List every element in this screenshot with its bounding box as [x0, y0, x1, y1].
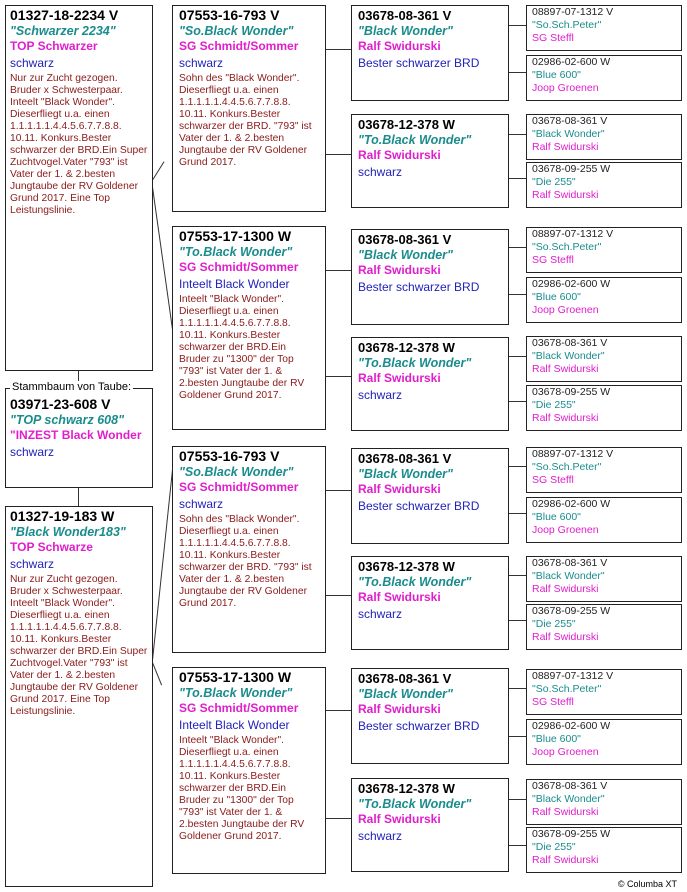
connector-line	[508, 294, 526, 295]
pedigree-notes: Inteelt "Black Wonder". Dieserfliegt u.a. einen 1.1.1.1.1.4.4.5.6.7.7.8.8. 10.11. Konkurs.Bester schwarzer der BRD.Ein Bruder zu "1300" der Top "793" ist Vater der 1. & 2.besten Jungtaube der RV Goldener Grund 2017.	[179, 734, 305, 843]
pigeon-name: "Blue 600"	[532, 290, 581, 303]
connector-line	[508, 401, 526, 402]
copyright-text: © Columba XT	[617, 879, 677, 889]
connector-line	[508, 134, 526, 135]
gen4-card[interactable]	[526, 227, 682, 273]
connector-line	[325, 376, 351, 377]
owner: Ralf Swidurski	[358, 148, 441, 163]
owner: SG Steffl	[532, 31, 574, 44]
owner: Ralf Swidurski	[532, 188, 599, 201]
ring-number: 02986-02-600 W	[532, 56, 611, 68]
connector-line	[508, 247, 526, 248]
pigeon-name: "Blue 600"	[532, 732, 581, 745]
great-grandparent-card[interactable]	[351, 114, 509, 208]
owner: SG Steffl	[532, 253, 574, 266]
pigeon-name: "Die 255"	[532, 840, 576, 853]
ring-number: 03678-08-361 V	[358, 232, 452, 247]
great-grandparent-card[interactable]	[351, 556, 509, 650]
ring-number: 08897-07-1312 V	[532, 228, 614, 240]
ring-number: 03678-08-361 V	[358, 451, 452, 466]
gen4-card[interactable]	[526, 556, 682, 602]
connector-line	[508, 575, 526, 576]
pigeon-name: "To.Black Wonder"	[358, 355, 472, 370]
owner: Ralf Swidurski	[358, 482, 441, 497]
connector-line	[325, 270, 351, 271]
pigeon-name: "TOP schwarz 608"	[10, 412, 124, 427]
pigeon-name: "So.Black Wonder"	[179, 23, 294, 38]
ring-number: 07553-16-793 V	[179, 448, 280, 464]
gen4-card[interactable]	[526, 385, 682, 431]
owner: Ralf Swidurski	[358, 702, 441, 717]
pigeon-color: schwarz	[358, 606, 403, 621]
grandparent-card[interactable]	[172, 5, 326, 212]
gen4-card[interactable]	[526, 114, 682, 160]
ring-number: 08897-07-1312 V	[532, 6, 614, 18]
ring-number: 03678-09-255 W	[532, 386, 611, 398]
connector-line	[325, 710, 351, 711]
ring-number: 02986-02-600 W	[532, 498, 611, 510]
owner: Ralf Swidurski	[358, 590, 441, 605]
gen4-card[interactable]	[526, 779, 682, 825]
ring-number: 03678-08-361 V	[532, 557, 608, 569]
pigeon-name: "Black Wonder"	[532, 569, 605, 582]
gen4-card[interactable]	[526, 5, 682, 51]
ring-number: 01327-19-183 W	[10, 508, 115, 524]
pigeon-color: Inteelt Black Wonder	[179, 717, 290, 732]
connector-line	[508, 513, 526, 514]
connector-line	[508, 845, 526, 846]
owner: Ralf Swidurski	[532, 853, 599, 866]
owner: SG Schmidt/Sommer	[179, 260, 299, 275]
pigeon-name: "Black Wonder"	[532, 349, 605, 362]
pigeon-name: "So.Black Wonder"	[179, 464, 294, 479]
ring-number: 08897-07-1312 V	[532, 448, 614, 460]
gen4-card[interactable]	[526, 336, 682, 382]
pigeon-color: Bester schwarzer BRD	[358, 279, 480, 294]
ring-number: 07553-17-1300 W	[179, 228, 292, 244]
great-grandparent-card[interactable]	[351, 229, 509, 325]
owner: Joop Groenen	[532, 303, 599, 316]
ring-number: 03678-08-361 V	[532, 115, 608, 127]
owner: Ralf Swidurski	[358, 263, 441, 278]
pigeon-color: schwarz	[10, 556, 55, 571]
owner: SG Schmidt/Sommer	[179, 480, 299, 495]
pigeon-color: schwarz	[10, 444, 55, 459]
gen4-card[interactable]	[526, 162, 682, 208]
connector-line	[508, 799, 526, 800]
gen4-card[interactable]	[526, 719, 682, 765]
pigeon-name: "So.Sch.Peter"	[532, 682, 602, 695]
grandparent-card[interactable]	[172, 226, 326, 430]
pigeon-name: "To.Black Wonder"	[179, 685, 293, 700]
ring-number: 03678-09-255 W	[532, 605, 611, 617]
pigeon-color: schwarz	[179, 496, 224, 511]
ring-number: 03678-08-361 V	[358, 671, 452, 686]
pigeon-name: "So.Sch.Peter"	[532, 460, 602, 473]
connector-line	[508, 688, 526, 689]
pigeon-name: "To.Black Wonder"	[179, 244, 293, 259]
connector-line	[508, 620, 526, 621]
great-grandparent-card[interactable]	[351, 5, 509, 101]
ring-number: 02986-02-600 W	[532, 720, 611, 732]
great-grandparent-card[interactable]	[351, 448, 509, 544]
pedigree-notes: Nur zur Zucht gezogen. Bruder x Schwesterpaar. Inteelt "Black Wonder". Dieserfliegt u.a. einen 1.1.1.1.1.4.4.5.6.7.7.8.8. 10.11. Konkurs.Bester schwarzer der BRD.Ein Super Zuchtvogel.Vater "793" ist Vater der 1. & 2.besten Jungtaube der RV Goldener Grund 2017. Eine Top Leistungslinie.	[10, 573, 148, 718]
owner: SG Steffl	[532, 473, 574, 486]
ring-number: 03678-12-378 W	[358, 781, 455, 796]
ring-number: 03678-08-361 V	[532, 337, 608, 349]
pigeon-color: Bester schwarzer BRD	[358, 718, 480, 733]
owner: TOP Schwarze	[10, 540, 93, 555]
owner: Joop Groenen	[532, 523, 599, 536]
sire-card[interactable]	[5, 5, 153, 371]
ring-number: 03971-23-608 V	[10, 396, 111, 412]
owner: SG Schmidt/Sommer	[179, 39, 299, 54]
owner: Ralf Swidurski	[358, 371, 441, 386]
gen4-card[interactable]	[526, 277, 682, 323]
pigeon-name: "Black Wonder"	[358, 247, 453, 262]
connector-line	[508, 466, 526, 467]
ring-number: 03678-12-378 W	[358, 340, 455, 355]
gen4-card[interactable]	[526, 497, 682, 543]
owner: Ralf Swidurski	[532, 805, 599, 818]
connector-line	[325, 595, 351, 596]
ring-number: 03678-12-378 W	[358, 559, 455, 574]
pigeon-color: Bester schwarzer BRD	[358, 55, 480, 70]
connector-line	[508, 25, 526, 26]
connector-line	[508, 356, 526, 357]
connector-line	[508, 736, 526, 737]
pigeon-color: schwarz	[358, 828, 403, 843]
pedigree-label: Stammbaum von Taube:	[12, 381, 132, 393]
pigeon-name: "Die 255"	[532, 175, 576, 188]
great-grandparent-card[interactable]	[351, 668, 509, 764]
grandparent-card[interactable]	[172, 667, 326, 874]
great-grandparent-card[interactable]	[351, 778, 509, 872]
owner: Joop Groenen	[532, 745, 599, 758]
pigeon-name: "Die 255"	[532, 398, 576, 411]
pedigree-notes: Sohn des "Black Wonder". Dieserfliegt u.a. einen 1.1.1.1.1.4.4.5.6.7.7.8.8. 10.11. Konkurs.Bester schwarzer der BRD. "793" ist Vater der 1. & 2.besten Jungtaube der RV Goldener Grund 2017.	[179, 72, 312, 169]
pigeon-name: "Black Wonder"	[532, 792, 605, 805]
owner: Ralf Swidurski	[532, 362, 599, 375]
owner: Ralf Swidurski	[532, 411, 599, 424]
owner: SG Schmidt/Sommer	[179, 701, 299, 716]
ring-number: 07553-17-1300 W	[179, 669, 292, 685]
pigeon-name: "To.Black Wonder"	[358, 574, 472, 589]
ring-number: 03678-08-361 V	[358, 8, 452, 23]
ring-number: 03678-08-361 V	[532, 780, 608, 792]
subject-card[interactable]	[5, 388, 153, 488]
ring-number: 08897-07-1312 V	[532, 670, 614, 682]
ring-number: 03678-09-255 W	[532, 828, 611, 840]
connector-line	[78, 488, 79, 506]
ring-number: 01327-18-2234 V	[10, 7, 119, 23]
pigeon-color: Inteelt Black Wonder	[179, 276, 290, 291]
gen4-card[interactable]	[526, 827, 682, 873]
owner: "INZEST Black Wonder	[10, 428, 142, 443]
pigeon-name: "Die 255"	[532, 617, 576, 630]
pigeon-color: Bester schwarzer BRD	[358, 498, 480, 513]
pigeon-name: "Black Wonder"	[532, 127, 605, 140]
pigeon-name: "To.Black Wonder"	[358, 132, 472, 147]
connector-line	[325, 818, 351, 819]
pigeon-name: "Schwarzer 2234"	[10, 23, 116, 38]
owner: Ralf Swidurski	[358, 39, 441, 54]
connector-line	[325, 154, 351, 155]
pigeon-name: "Blue 600"	[532, 510, 581, 523]
ring-number: 03678-12-378 W	[358, 117, 455, 132]
pigeon-name: "To.Black Wonder"	[358, 796, 472, 811]
pigeon-color: schwarz	[358, 387, 403, 402]
owner: Ralf Swidurski	[532, 630, 599, 643]
pedigree-notes: Nur zur Zucht gezogen. Bruder x Schwesterpaar. Inteelt "Black Wonder". Dieserfliegt u.a. einen 1.1.1.1.1.4.4.5.6.7.7.8.8. 10.11. Konkurs.Bester schwarzer der BRD.Ein Super Zuchtvogel.Vater "793" ist Vater der 1. & 2.besten Jungtaube der RV Goldener Grund 2017. Eine Top Leistungslinie.	[10, 72, 148, 217]
owner: SG Steffl	[532, 695, 574, 708]
connector-line	[152, 161, 165, 180]
pigeon-name: "Black Wonder"	[358, 686, 453, 701]
pigeon-name: "Blue 600"	[532, 68, 581, 81]
owner: Ralf Swidurski	[358, 812, 441, 827]
connector-line	[508, 178, 526, 179]
ring-number: 03678-09-255 W	[532, 163, 611, 175]
pedigree-notes: Inteelt "Black Wonder". Dieserfliegt u.a. einen 1.1.1.1.1.4.4.5.6.7.7.8.8. 10.11. Konkurs.Bester schwarzer der BRD.Ein Bruder zu "1300" der Top "793" ist Vater der 1. & 2.besten Jungtaube der RV Goldener Grund 2017.	[179, 293, 305, 402]
great-grandparent-card[interactable]	[351, 337, 509, 431]
owner: TOP Schwarzer	[10, 39, 98, 54]
pigeon-name: "Black Wonder183"	[10, 524, 126, 539]
pigeon-name: "Black Wonder"	[358, 23, 453, 38]
gen4-card[interactable]	[526, 447, 682, 493]
pigeon-name: "Black Wonder"	[358, 466, 453, 481]
connector-line	[325, 490, 351, 491]
pedigree-notes: Sohn des "Black Wonder". Dieserfliegt u.a. einen 1.1.1.1.1.4.4.5.6.7.7.8.8. 10.11. Konkurs.Bester schwarzer der BRD. "793" ist Vater der 1. & 2.besten Jungtaube der RV Goldener Grund 2017.	[179, 513, 312, 610]
owner: Joop Groenen	[532, 81, 599, 94]
gen4-card[interactable]	[526, 604, 682, 650]
pigeon-name: "So.Sch.Peter"	[532, 240, 602, 253]
owner: Ralf Swidurski	[532, 582, 599, 595]
connector-line	[508, 72, 526, 73]
gen4-card[interactable]	[526, 669, 682, 715]
pigeon-color: schwarz	[179, 55, 224, 70]
pigeon-color: schwarz	[10, 55, 55, 70]
dam-card[interactable]	[5, 506, 153, 887]
grandparent-card[interactable]	[172, 446, 326, 653]
gen4-card[interactable]	[526, 55, 682, 101]
pigeon-name: "So.Sch.Peter"	[532, 18, 602, 31]
ring-number: 07553-16-793 V	[179, 7, 280, 23]
connector-line	[325, 49, 351, 50]
pigeon-color: schwarz	[358, 164, 403, 179]
owner: Ralf Swidurski	[532, 140, 599, 153]
ring-number: 02986-02-600 W	[532, 278, 611, 290]
